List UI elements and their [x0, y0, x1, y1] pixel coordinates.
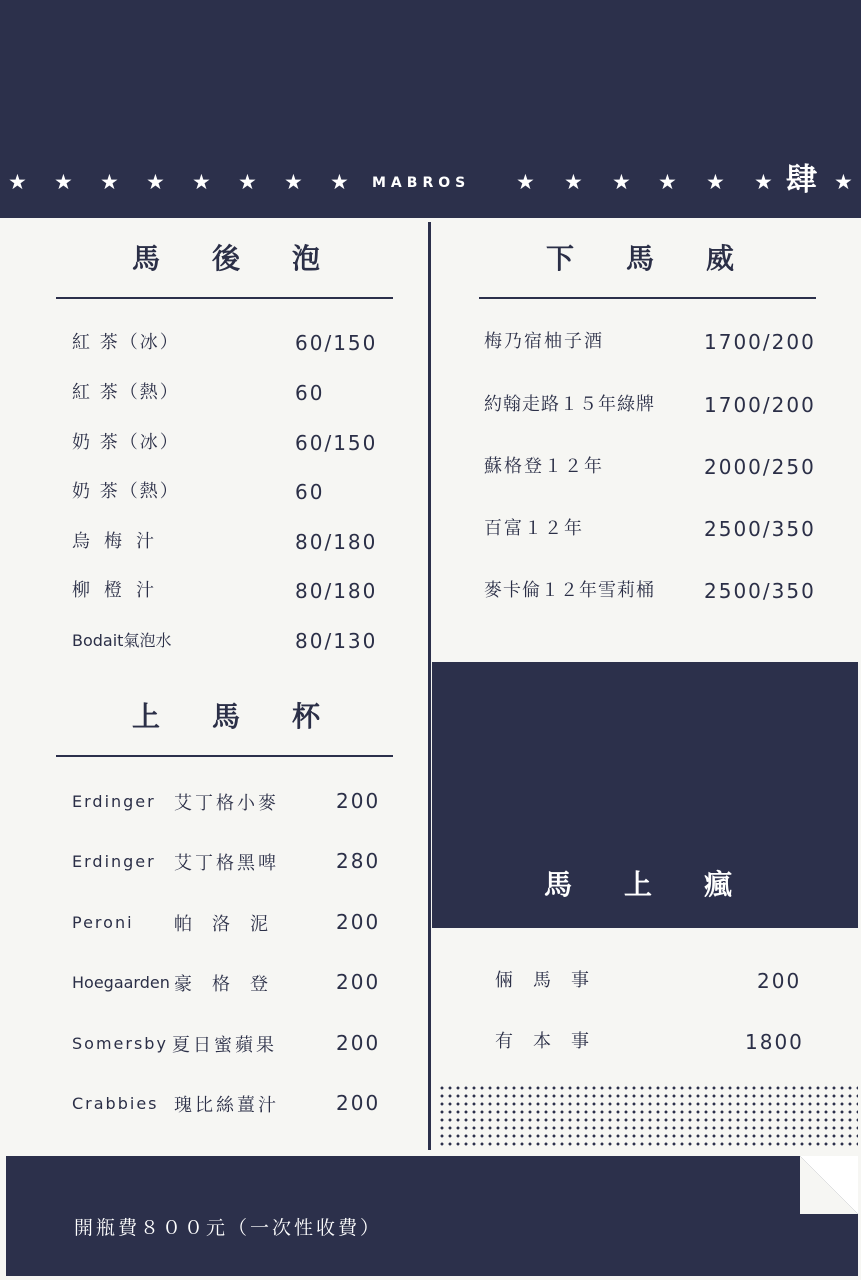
menu-item-price: 60 [295, 480, 325, 504]
star-icon: ★ [658, 170, 677, 194]
menu-item-price: 2500/350 [704, 579, 816, 603]
menu-item-name: 梅乃宿柚子酒 [484, 331, 604, 352]
dot-pattern [438, 1084, 858, 1148]
beer-name: 帕洛泥 [174, 914, 288, 935]
star-icon: ★ [754, 170, 773, 194]
menu-item-price: 2000/250 [704, 455, 816, 479]
menu-item-price: 1800 [745, 1030, 804, 1054]
menu-item-price: 1700/200 [704, 330, 816, 354]
menu-item-name: 倆馬事 [495, 970, 609, 991]
beer-name: 豪格登 [174, 974, 288, 995]
menu-item-price: 200 [757, 969, 802, 993]
star-icon: ★ [516, 170, 535, 194]
star-icon: ★ [706, 170, 725, 194]
brand-name: MABROS [372, 175, 471, 191]
menu-item-name: 有本事 [495, 1031, 609, 1052]
menu-item-name: 蘇格登１２年 [484, 456, 604, 477]
beer-brand: Somersby [72, 1034, 168, 1053]
star-icon: ★ [100, 170, 119, 194]
menu-item-price: 80/180 [295, 530, 378, 554]
beer-row [72, 910, 392, 934]
menu-item-price: 80/130 [295, 629, 378, 653]
star-icon: ★ [238, 170, 257, 194]
section-title-after-ride: 馬後泡 [132, 242, 373, 275]
menu-item-name: 奶 茶（熱） [72, 481, 180, 502]
section-rule [56, 755, 393, 757]
beer-brand: Crabbies [72, 1094, 159, 1113]
column-divider [428, 222, 431, 1150]
menu-item-price: 80/180 [295, 579, 378, 603]
star-icon: ★ [146, 170, 165, 194]
beer-row [72, 849, 392, 873]
beer-row [72, 789, 392, 813]
menu-item-name: 麥卡倫１２年雪莉桶 [484, 580, 655, 601]
beer-price: 200 [336, 1031, 381, 1055]
header-star-row [0, 162, 861, 202]
beer-brand: Peroni [72, 913, 134, 932]
star-icon: ★ [8, 170, 27, 194]
section-rule [56, 297, 393, 299]
beer-price: 280 [336, 849, 381, 873]
menu-item-price: 60 [295, 381, 325, 405]
menu-item-name: Bodait氣泡水 [72, 631, 172, 650]
star-icon: ★ [192, 170, 211, 194]
star-icon: ★ [54, 170, 73, 194]
menu-item-name: 奶 茶（冰） [72, 432, 180, 453]
beer-price: 200 [336, 970, 381, 994]
section-title-whisky: 下馬威 [546, 242, 787, 275]
menu-item-name: 約翰走路１５年綠牌 [484, 394, 655, 415]
beer-brand: Erdinger [72, 792, 156, 811]
menu-item-name: 紅 茶（熱） [72, 382, 180, 403]
menu-item-price: 2500/350 [704, 517, 816, 541]
menu-item-price: 60/150 [295, 431, 378, 455]
beer-price: 200 [336, 789, 381, 813]
beer-row [72, 1031, 392, 1055]
beer-price: 200 [336, 910, 381, 934]
beer-name: 艾丁格黑啤 [174, 853, 279, 874]
beer-name: 艾丁格小麥 [174, 793, 279, 814]
star-icon: ★ [284, 170, 303, 194]
beer-name: 瑰比絲薑汁 [174, 1095, 279, 1116]
menu-item-price: 1700/200 [704, 393, 816, 417]
section-title-crazy: 馬上瘋 [544, 868, 785, 901]
star-icon: ★ [834, 170, 853, 194]
beer-name: 夏日蜜蘋果 [172, 1035, 277, 1056]
star-icon: ★ [330, 170, 349, 194]
menu-item-name: 柳橙汁 [72, 580, 168, 601]
beer-brand: Erdinger [72, 852, 156, 871]
beer-brand: Hoegaarden [72, 973, 170, 992]
folded-corner-edge [800, 1156, 858, 1214]
section-title-beer: 上馬杯 [132, 700, 373, 733]
star-icon: ★ [612, 170, 631, 194]
left-panel [0, 218, 428, 1150]
beer-price: 200 [336, 1091, 381, 1115]
star-icon: ★ [564, 170, 583, 194]
section-rule [479, 297, 816, 299]
beer-row [72, 1091, 392, 1115]
menu-item-name: 紅 茶（冰） [72, 332, 180, 353]
corkage-fee-note: 開瓶費８００元（一次性收費） [74, 1217, 383, 1239]
menu-item-price: 60/150 [295, 331, 378, 355]
beer-row [72, 970, 392, 994]
page-number-mark: 肆 [786, 162, 817, 198]
menu-item-name: 百富１２年 [484, 518, 584, 539]
menu-item-name: 烏梅汁 [72, 531, 168, 552]
